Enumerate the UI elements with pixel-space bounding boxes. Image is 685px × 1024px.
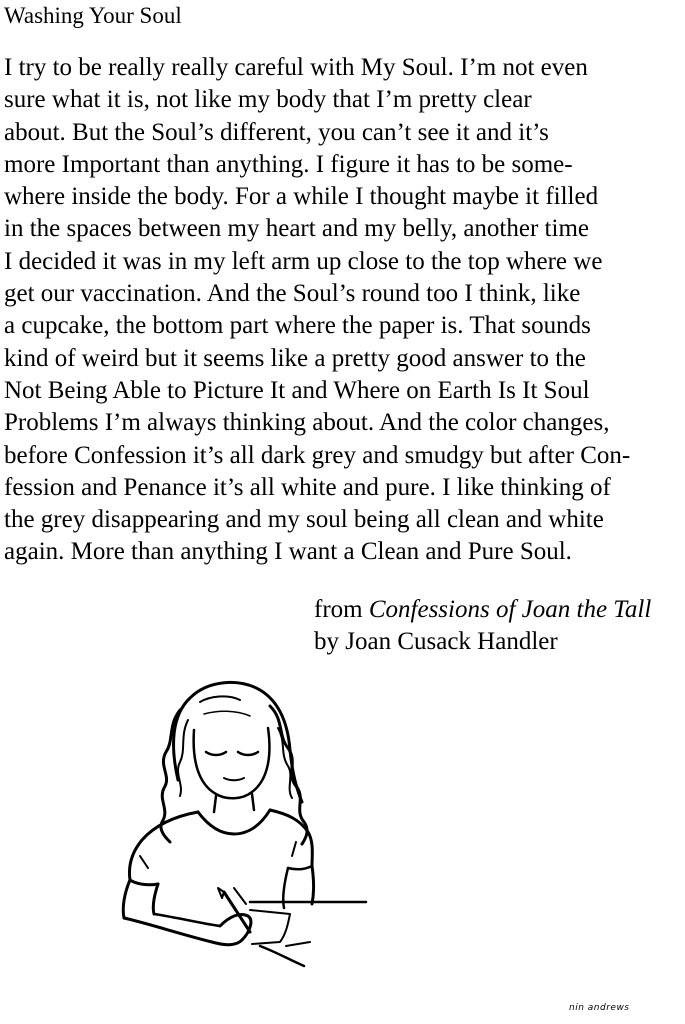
source-credit [314, 594, 651, 658]
poem-body [4, 52, 684, 569]
body-line: Problems I’m always thinking about. And the color changes, [4, 409, 610, 437]
body-line: a cupcake, the bottom part where the paper is. That sounds [4, 312, 591, 340]
body-line: more Important than anything. I figure it has to be some- [4, 150, 573, 178]
body-line: fession and Penance it’s all white and pure. I like thinking of [4, 473, 611, 501]
source-line [314, 594, 651, 626]
girl-writing-illustration [100, 670, 390, 970]
body-line: about. But the Soul’s different, you can’t see it and it’s [4, 118, 549, 146]
body-line: where inside the body. For a while I thought maybe it filled [4, 183, 599, 211]
body-line: again. More than anything I want a Clean and Pure Soul. [4, 538, 572, 566]
body-line: kind of weird but it seems like a pretty good answer to the [4, 344, 586, 372]
artist-signature: nin andrews [569, 1003, 630, 1013]
body-line: the grey disappearing and my soul being all clean and white [4, 506, 604, 534]
body-line: in the spaces between my heart and my belly, another time [4, 215, 589, 243]
body-line: I decided it was in my left arm up close to the top where we [4, 247, 603, 275]
author-byline: by Joan Cusack Handler [314, 628, 558, 655]
body-line: Not Being Able to Picture It and Where on Earth Is It Soul [4, 376, 590, 404]
body-line: before Confession it’s all dark grey and smudgy but after Con- [4, 441, 631, 469]
page-title: Washing Your Soul [4, 3, 182, 28]
body-line: I try to be really really careful with My Soul. I’m not even [4, 54, 588, 81]
body-line: sure what it is, not like my body that I’m pretty clear [4, 86, 532, 114]
body-line: get our vaccination. And the Soul’s round too I think, like [4, 280, 581, 308]
book-title: Confessions of Joan the Tall [368, 596, 652, 623]
from-prefix: from [314, 596, 369, 623]
